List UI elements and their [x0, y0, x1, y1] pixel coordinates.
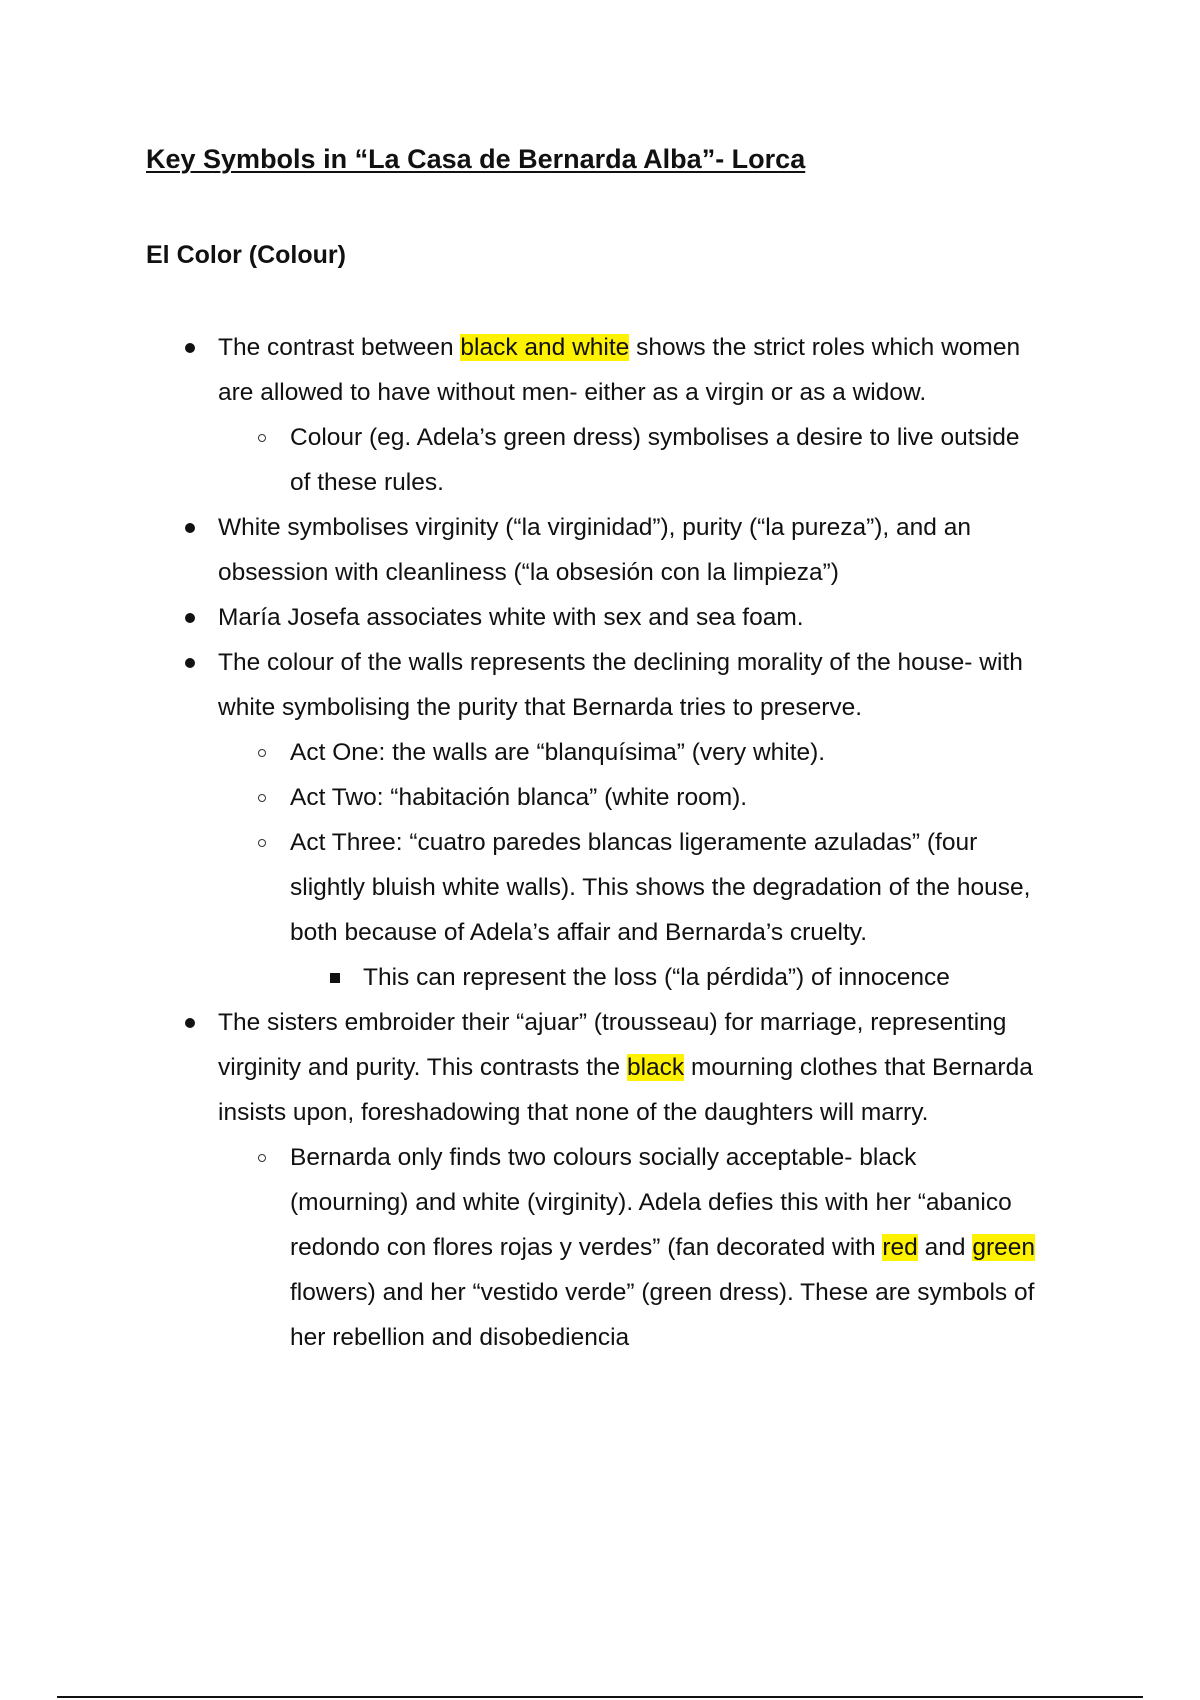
item-text: Act One: the walls are “blanquísima” (very white). — [290, 739, 826, 766]
item-text: This can represent the loss (“la pérdida”) of innocence — [363, 964, 950, 991]
item-text: Act Three: “cuatro paredes blancas ligeramente azuladas” (four slightly bluish white walls). This shows the degradation of the house, both because of Adela’s affair and Bernarda’s cruelty. — [290, 829, 1031, 946]
bullet-square-icon — [325, 955, 345, 1000]
bullet-circle-icon — [252, 820, 272, 865]
list-item — [0, 1135, 1038, 1360]
highlighted-text: red — [882, 1234, 918, 1261]
list-item — [0, 955, 1043, 1000]
item-text: Act Two: “habitación blanca” (white room). — [290, 784, 748, 811]
bullet-circle-icon — [252, 415, 272, 460]
item-text: flowers) and her “vestido verde” (green dress). These are symbols of her rebellion and disobediencia — [290, 1279, 1035, 1351]
item-text: The contrast between — [218, 334, 461, 361]
list-item — [0, 1000, 1038, 1135]
list-item — [0, 505, 1038, 595]
highlighted-text: green — [972, 1234, 1035, 1261]
item-text: shows the strict roles which women are allowed to have without men- either as a virgin or as a widow. — [218, 334, 1021, 406]
document-title: Key Symbols in “La Casa de Bernarda Alba”- Lorca — [146, 144, 806, 174]
list-item — [0, 415, 1038, 505]
bullet-disc-icon — [180, 640, 200, 685]
list-item — [0, 595, 1038, 640]
bullet-disc-icon — [180, 505, 200, 550]
highlighted-text: black — [626, 1054, 685, 1081]
item-text: Bernarda only finds two colours socially acceptable- black (mourning) and white (virginity). Adela defies this with her “abanico redondo con flores rojas y verdes” (fan decorated with — [290, 1144, 1012, 1261]
item-text: White symbolises virginity (“la virginidad”), purity (“la pureza”), and an obsession with cleanliness (“la obsesión con la limpieza”) — [218, 514, 971, 586]
list-item — [0, 775, 1038, 820]
bullet-circle-icon — [252, 730, 272, 775]
item-text: and — [917, 1234, 973, 1261]
list-item — [0, 325, 1038, 415]
list-item — [0, 640, 1038, 730]
item-text: Colour (eg. Adela’s green dress) symbolises a desire to live outside of these rules. — [290, 424, 1020, 496]
bullet-disc-icon — [180, 595, 200, 640]
section-heading: El Color (Colour) — [146, 241, 346, 269]
item-text: María Josefa associates white with sex and sea foam. — [218, 604, 804, 631]
item-text: The sisters embroider their “ajuar” (trousseau) for marriage, representing virginity and purity. This contrasts the — [218, 1009, 1007, 1081]
bullet-list — [0, 325, 1200, 1360]
item-text: The colour of the walls represents the declining morality of the house- with white symbolising the purity that Bernarda tries to preserve. — [218, 649, 1023, 721]
list-item — [0, 820, 1038, 955]
bullet-circle-icon — [252, 775, 272, 820]
highlighted-text: black and white — [460, 334, 630, 361]
item-text: mourning clothes that Bernarda insists upon, foreshadowing that none of the daughters will marry. — [218, 1054, 1033, 1126]
bullet-disc-icon — [180, 1000, 200, 1045]
bullet-disc-icon — [180, 325, 200, 370]
bullet-circle-icon — [252, 1135, 272, 1180]
page-divider — [57, 1696, 1143, 1698]
list-item — [0, 730, 1038, 775]
